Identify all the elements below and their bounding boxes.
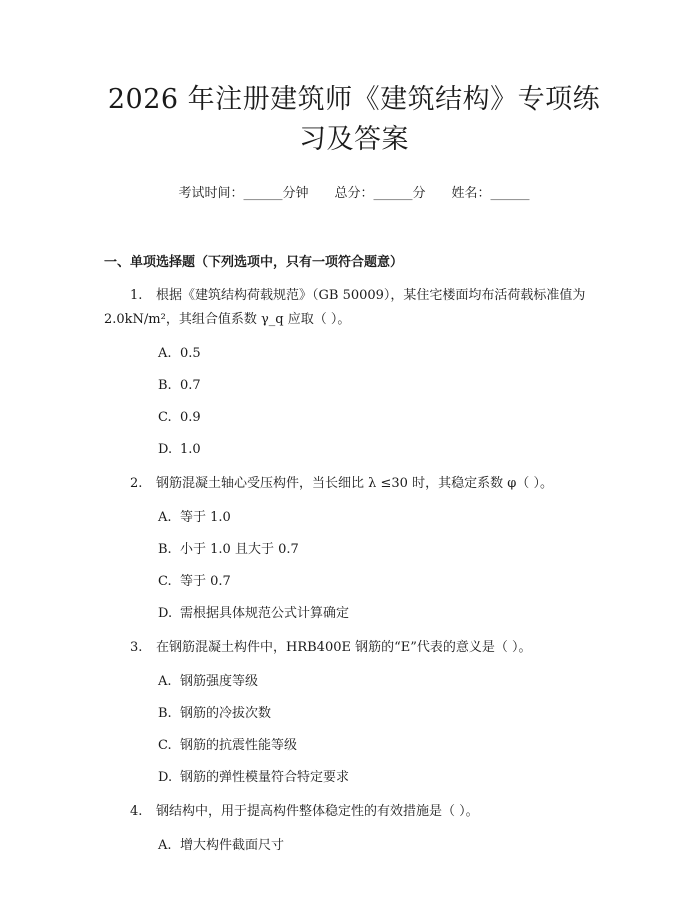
question-number: 1. <box>130 288 143 303</box>
option-list <box>104 506 604 626</box>
option-text: 钢筋的抗震性能等级 <box>180 738 298 753</box>
option-letter: A. <box>158 838 172 853</box>
option-item <box>104 602 604 626</box>
option-text: 0.7 <box>180 378 201 393</box>
question-number: 2. <box>130 476 143 491</box>
document-title: 2026 年注册建筑师《建筑结构》专项练习及答案 <box>107 84 601 155</box>
option-list <box>104 834 604 858</box>
question-stem: 钢结构中，用于提高构件整体稳定性的有效措施是（ ）。 <box>156 804 479 819</box>
option-text: 0.9 <box>180 410 201 425</box>
question-text <box>104 800 604 824</box>
option-letter: A. <box>158 674 172 689</box>
option-text: 钢筋的冷拔次数 <box>180 706 272 721</box>
option-letter: B. <box>158 378 172 393</box>
option-letter: C. <box>158 574 172 589</box>
option-list <box>104 670 604 790</box>
question-text <box>104 472 604 496</box>
option-letter: D. <box>158 442 173 457</box>
question-block <box>104 284 604 462</box>
option-item <box>104 406 604 430</box>
option-text: 小于 1.0 且大于 0.7 <box>180 542 299 557</box>
question-text <box>104 636 604 660</box>
option-text: 增大构件截面尺寸 <box>180 838 285 853</box>
student-name-label: 姓名：______ <box>451 186 530 201</box>
option-letter: A. <box>158 346 172 361</box>
option-item <box>104 438 604 462</box>
question-text <box>104 284 604 332</box>
option-letter: D. <box>158 770 173 785</box>
question-block <box>104 636 604 790</box>
option-letter: D. <box>158 606 173 621</box>
question-number: 3. <box>130 640 143 655</box>
option-item <box>104 670 604 694</box>
question-stem: 在钢筋混凝土构件中，HRB400E 钢筋的“E”代表的意义是（ ）。 <box>156 640 532 655</box>
option-text: 等于 0.7 <box>180 574 231 589</box>
option-list <box>104 342 604 462</box>
option-letter: B. <box>158 706 172 721</box>
exam-time-label: 考试时间：______分钟 <box>178 186 309 201</box>
question-number: 4. <box>130 804 143 819</box>
option-item <box>104 570 604 594</box>
option-letter: C. <box>158 410 172 425</box>
option-letter: C. <box>158 738 172 753</box>
option-text: 1.0 <box>180 442 201 457</box>
option-item <box>104 766 604 790</box>
option-item <box>104 506 604 530</box>
option-letter: A. <box>158 510 172 525</box>
question-block <box>104 472 604 626</box>
section-heading-single-choice: 一、单项选择题（下列选项中，只有一项符合题意） <box>104 255 404 270</box>
option-item <box>104 734 604 758</box>
question-block <box>104 800 604 858</box>
total-score-label: 总分：______分 <box>334 186 426 201</box>
question-stem: 钢筋混凝土轴心受压构件，当长细比 λ ≤30 时，其稳定系数 φ（ ）。 <box>156 476 553 491</box>
option-item <box>104 342 604 366</box>
option-item <box>104 374 604 398</box>
option-text: 0.5 <box>180 346 201 361</box>
question-stem: 根据《建筑结构荷载规范》（GB 50009），某住宅楼面均布活荷载标准值为 2.0kN/m²，其组合值系数 γ_q 应取（ ）。 <box>104 288 586 327</box>
option-text: 钢筋强度等级 <box>180 674 259 689</box>
option-item <box>104 702 604 726</box>
option-text: 需根据具体规范公式计算确定 <box>180 606 350 621</box>
option-text: 钢筋的弹性模量符合特定要求 <box>180 770 350 785</box>
exam-meta <box>104 184 604 204</box>
option-text: 等于 1.0 <box>180 510 231 525</box>
option-letter: B. <box>158 542 172 557</box>
option-item <box>104 834 604 858</box>
option-item <box>104 538 604 562</box>
